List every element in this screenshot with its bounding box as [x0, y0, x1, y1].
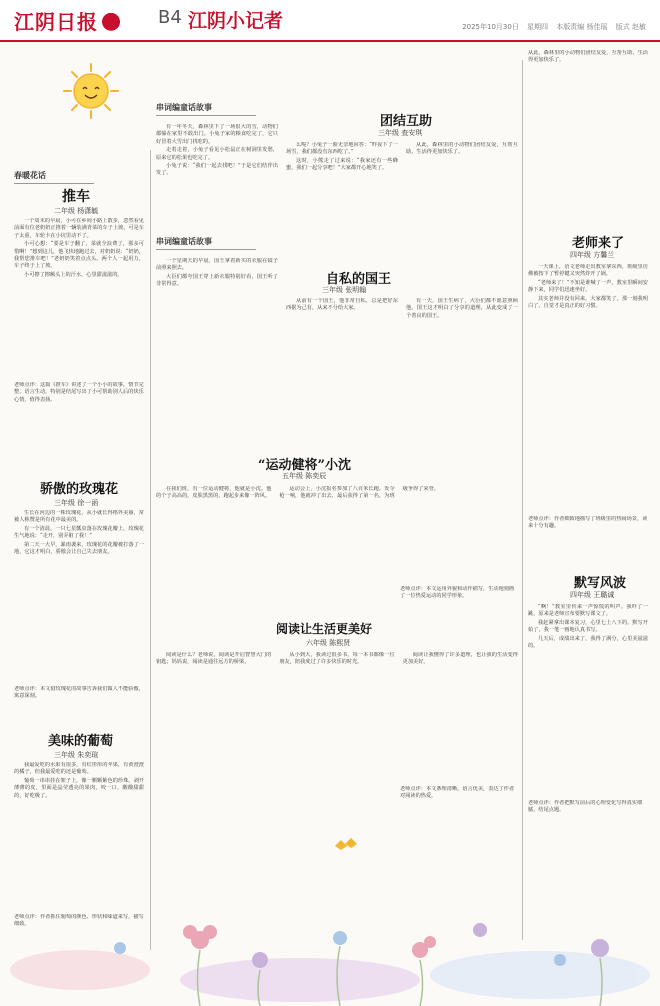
lotus-comment: 老师点评：本文借玫瑰花的故事告诉我们做人不能骄傲，寓意深刻。 [14, 686, 144, 700]
push-title: 推车 [62, 189, 90, 205]
lotus-paragraph: 有一个清晨，一只七星瓢虫落在玫瑰花瓣上，玫瑰花生气地说：“走开，别弄脏了我！” [14, 525, 144, 540]
teacher-paragraph: “老师来了！”不知是谁喊了一声，教室里瞬间安静下来，同学们迅速坐好。 [528, 279, 648, 294]
king-title: 自私的国王 [326, 272, 392, 287]
king-paragraph: 从前有一个国王，他非常自私，总是把好东西据为己有，从来不分给大家。 [286, 298, 398, 312]
issue-editor: 本版责编 杨佳瑶 [556, 23, 608, 31]
grape-paragraph: 我最爱吃的水果有很多，有红彤彤的苹果，有黄澄澄的橘子，但我最爱吃的还是葡萄。 [14, 762, 144, 776]
silent-body [528, 604, 648, 794]
lotus-paragraph: 第二天一大早，暴雨袭来，玫瑰花的花瓣被打落了一地，它这才明白，骄傲会让自己失去朋友。 [14, 541, 144, 556]
teacher-paragraph: 一天课上，语文老师走出教室拿东西，班级里仿佛被按下了暂停键又突然炸开了锅。 [528, 264, 648, 278]
teacher-title: 老师来了 [572, 236, 625, 251]
sport-title: “运动健将”小沈 [258, 458, 351, 473]
story2-paragraph: 一个星期天的早晨，国王拿着新买的衣服在镜子前照来照去。 [156, 258, 278, 272]
grape-paragraph: 葡萄一串串挂在架子上，像一颗颗紫色的珍珠。剥开薄薄的皮，里面是晶莹透亮的果肉，咬一口，酸酸甜甜的，好吃极了。 [14, 777, 144, 799]
sport-paragraph: 运动会上，小沈报名参加了八百米长跑。发令枪一响，他就冲了出去，最后获得了第一名，为班级争得了荣誉。 [279, 486, 439, 500]
story1-paragraph: 走着走着，小兔子看见小松鼠正在树洞里发愁，原来它的松果也吃完了。 [156, 147, 278, 161]
king-paragraph: 有一天，国王生病了，大臣们都不愿意照顾他。国王这才明白了分享的道理，从此变成了一个善良的国王。 [406, 298, 518, 319]
story1-paragraph: 有一年冬天，森林里下了一场很大的雪，动物们都躲在家里不敢出门。小兔子家的粮食吃完了，它只好冒着大雪出门找吃的。 [156, 124, 278, 145]
silent-paragraph: 我赶紧拿出课本复习，心里七上八下的。默写开始了，我一笔一画地认真书写。 [528, 619, 648, 634]
lotus-body [14, 510, 144, 680]
story1-body [156, 124, 278, 232]
reading-body [156, 652, 518, 782]
story2-body [156, 258, 278, 450]
push-body [14, 218, 144, 376]
story2-paragraph: 大臣们都夸国王穿上新衣服特别好看，国王听了非常得意。 [156, 273, 278, 288]
king-byline: 三年级 张明翰 [322, 286, 367, 294]
section-title: 江阴小记者 [188, 10, 284, 32]
masthead [0, 0, 660, 42]
push-comment: 老师点评：这篇《推车》讲述了一个小小的故事，情节完整，语言生动，特别是结尾写出了小可帮助别人后的快乐心情，值得表扬。 [14, 382, 144, 403]
reading-title: 阅读让生活更美好 [276, 622, 373, 636]
sport-byline: 五年级 陈奕辰 [282, 472, 327, 480]
king-body [286, 298, 518, 448]
unity-title: 团结互助 [380, 114, 433, 129]
push-paragraph: 小可心想：“要是车子翻了，菜就全浪费了，那多可惜啊！”想到这儿，他飞快地跑过去，对奶奶说：“奶奶，我帮您推车吧！”老奶奶笑着点点头。两个人一起用力，车子终于上了坡。 [14, 241, 144, 270]
issue-weekday: 星期四 [527, 23, 549, 31]
push-kicker: 春暖花话 [14, 170, 94, 184]
unity-paragraph: 么呢？小兔子一脸无奈地回答：“昨夜下了一场雪，我们都没有东西吃了。” [286, 142, 398, 156]
teacher-paragraph: 其实老师并没有回来，大家都笑了。那一刻我明白了，自觉才是真正的好习惯。 [528, 295, 648, 310]
push-paragraph: 小可擦了擦额头上的汗水，心里甜滋滋的。 [24, 271, 123, 278]
sport-paragraph: 在我们班，有一位运动健将，他就是小沈。他的个子高高的，皮肤黑黑的，跑起步来像一阵风。 [156, 486, 272, 500]
silent-title: 默写风波 [574, 576, 627, 591]
lotus-byline: 三年级 徐一函 [54, 499, 99, 507]
push-byline: 二年级 杨潇毓 [54, 207, 99, 215]
reading-paragraph: 阅读是什么？老师说，阅读是开启智慧大门的钥匙；妈妈说，阅读是通往远方的桥梁。 [156, 652, 272, 666]
column-divider [522, 60, 523, 940]
grape-byline: 三年级 朱奕瑄 [54, 751, 99, 759]
right-intro-comment: 从此，森林里的小动物们团结友爱，互帮互助，生活得更加快乐了。 [528, 50, 648, 64]
reading-paragraph: 从小到大，我读过很多书，每一本书都像一位朋友，陪我度过了许多快乐的时光。 [279, 652, 395, 666]
sport-comment: 老师点评：本文运用外貌和动作描写，生动地刻画了一位热爱运动的同学形象。 [400, 586, 515, 600]
sun-illustration-icon [62, 62, 120, 120]
sport-body [156, 486, 518, 586]
grape-body [14, 762, 144, 912]
logo-emblem-icon [102, 13, 120, 35]
unity-body [286, 142, 518, 232]
logo-text: 江阴日报 [14, 10, 98, 34]
silent-paragraph: “啊！”教室里传来一声惊慌的叫声。我吓了一跳，原来是老师宣布要默写课文了。 [528, 604, 648, 618]
reading-comment: 老师点评：本文条理清晰，语言优美，表达了作者对阅读的热爱。 [400, 786, 515, 800]
silent-paragraph: 几天后，成绩出来了，我得了满分，心里美滋滋的。 [528, 635, 648, 650]
silent-byline: 四年级 王璐诚 [570, 591, 615, 599]
lotus-title: 骄傲的玫瑰花 [40, 482, 119, 497]
grape-comment: 老师点评：作者抓住葡萄的颜色、形状和味道来写，描写细致。 [14, 914, 144, 928]
push-paragraph: 一个周末的早晨，小可在乡间小路上散步，忽然看见前面有位老奶奶正推着一辆装满青菜的车子上坡，可是车子太重，车轮卡在小坑里动不了。 [14, 218, 144, 239]
column-divider [150, 150, 151, 950]
newspaper-logo [14, 6, 120, 35]
story1-kicker: 串词编童话故事 [156, 102, 256, 116]
silent-comment: 老师点评：作者把默写前后的心理变化写得真实细腻，结尾点题。 [528, 800, 643, 814]
issue-meta [456, 22, 646, 32]
story1-paragraph: 小兔子说：“我们一起去找吧！”于是它们结伴出发了。 [156, 163, 278, 177]
story2-kicker: 串词编童话故事 [156, 236, 256, 250]
reading-paragraph: 阅读让我懂得了许多道理，也让我的生活变得更加美好。 [402, 652, 518, 666]
teacher-byline: 四年级 方馨兰 [570, 251, 615, 259]
issue-designer: 版式 赵敏 [615, 23, 646, 31]
reading-byline: 六年级 陈熙贤 [306, 639, 351, 647]
page-number: B4 [158, 7, 182, 28]
unity-paragraph: 从此，森林里的小动物们团结友爱，互帮互助，生活得更加快乐了。 [406, 142, 518, 156]
grape-title: 美味的葡萄 [48, 734, 114, 749]
teacher-comment: 老师点评：作者细致地描写了班级里的热闹场景，读来十分有趣。 [528, 516, 648, 530]
lotus-paragraph: 生长在河边的一株玫瑰花，从小就长得格外美丽，常被人称赞是所有花中最美的。 [14, 510, 144, 524]
unity-paragraph: 这时，小熊走了过来说：“我家还有一些蜂蜜，我们一起分享吧！”大家都开心地笑了。 [286, 157, 398, 172]
issue-date: 2025年10月30日 [462, 23, 519, 31]
teacher-body [528, 264, 648, 510]
unity-byline: 三年级 查安琪 [378, 129, 423, 137]
